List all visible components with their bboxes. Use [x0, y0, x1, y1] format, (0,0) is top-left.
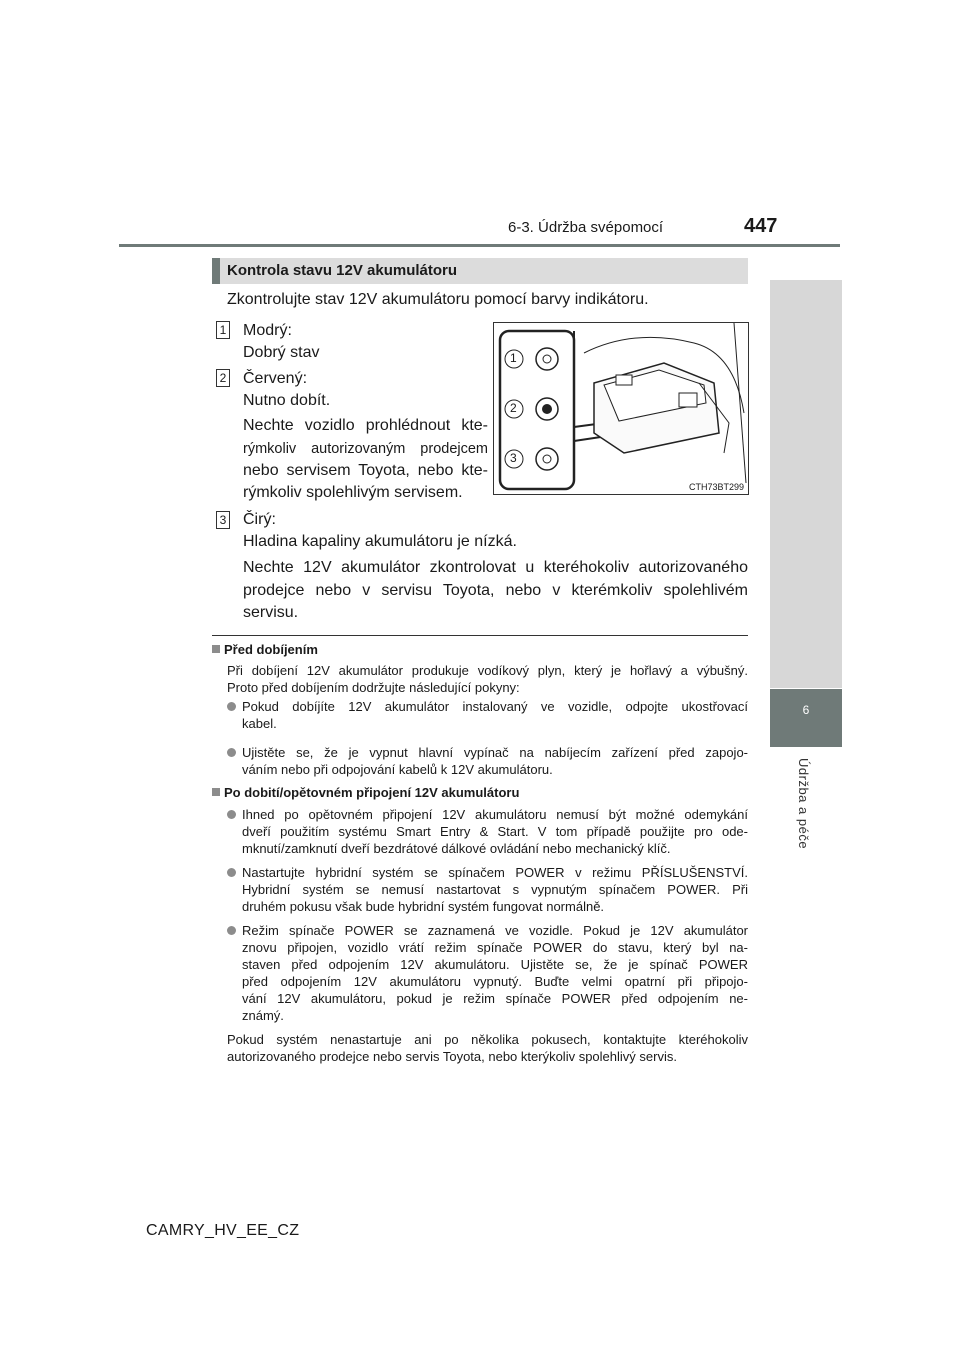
item-3-line: prodejce nebo v servisu Toyota, nebo v kterémkoliv spolehlivém: [243, 582, 748, 599]
item-1-state: Dobrý stav: [243, 344, 320, 361]
section-divider: [212, 635, 748, 636]
square-bullet-icon: [212, 788, 220, 796]
note-bullet-line: Hybridní systém se nemusí nastartovat s vypnutým spínačem POWER. Při: [242, 882, 748, 897]
note-heading-after-charging: [212, 785, 519, 800]
battery-illustration: [494, 323, 748, 494]
note-bullet-line: dveří použitím systému Smart Entry & Start. V tom případě použijte pro ode-: [242, 824, 748, 839]
intro-text: Zkontrolujte stav 12V akumulátoru pomocí barvy indikátoru.: [227, 291, 649, 308]
note-bullet-line: Ujistěte se, že je vypnut hlavní vypínač na nabíjecím zařízení před zapojo-: [242, 745, 748, 760]
note-bullet-line: před odpojením 12V akumulátoru vypnutý. Buďte velmi opatrní při připojo-: [242, 974, 748, 989]
chapter-title: Údržba a péče: [796, 758, 811, 850]
item-number-2: 2: [216, 369, 230, 387]
note-bullet-line: váním nebo při odpojování kabelů k 12V akumulátoru.: [242, 762, 553, 777]
item-3-line: servisu.: [243, 604, 299, 621]
item-1-color: Modrý:: [243, 322, 292, 339]
figure-code: CTH73BT299: [688, 482, 744, 492]
item-2-line: rýmkoliv autorizovaným prodejcem: [243, 441, 488, 457]
note-closing-line: autorizovaného prodejce nebo servis Toyota, nebo kterýkoliv spolehlivý servis.: [227, 1049, 677, 1064]
note-line: Při dobíjení 12V akumulátor produkuje vodíkový plyn, který je hořlavý a výbušný.: [227, 663, 748, 678]
note-bullet-line: znovu připojen, vozidlo vrátí režim spínače POWER do stavu, který byl na-: [242, 940, 748, 955]
section-title: Kontrola stavu 12V akumulátoru: [227, 262, 458, 279]
running-header-section: 6-3. Údržba svépomocí: [508, 219, 664, 236]
document-code: CAMRY_HV_EE_CZ: [146, 1222, 300, 1239]
page-number: 447: [744, 215, 778, 237]
battery-indicator-figure: [493, 322, 749, 495]
item-2-line: nebo servisem Toyota, nebo kte-: [243, 462, 488, 479]
header-rule: [119, 244, 840, 247]
note-heading-text: Po dobití/opětovném připojení 12V akumulátoru: [224, 785, 520, 800]
item-2-state: Nutno dobít.: [243, 392, 331, 409]
bullet-dot-icon: [227, 748, 236, 757]
item-2-line: Nechte vozidlo prohlédnout kte-: [243, 417, 488, 434]
note-bullet-line: Ihned po opětovném připojení 12V akumulátoru nemusí být možné odemykání: [242, 807, 748, 822]
note-bullet-line: vání 12V akumulátoru, pokud je režim spínače POWER před odpojením ne-: [242, 991, 748, 1006]
note-bullet-line: Pokud dobíjíte 12V akumulátor instalovaný ve vozidle, odpojte ukostřovací: [242, 699, 748, 714]
note-bullet-line: kabel.: [242, 716, 277, 731]
note-bullet-line: druhém pokusu však bude hybridní systém fungovat normálně.: [242, 899, 605, 914]
note-bullet-line: Režim spínače POWER se zaznamená ve vozidle. Pokud je 12V akumulátor: [242, 923, 748, 938]
chapter-tab: 6: [770, 689, 842, 747]
item-2-line: rýmkoliv spolehlivým servisem.: [243, 484, 463, 501]
note-bullet-line: staven před odpojením 12V akumulátoru. Ujistěte se, že je spínač POWER: [242, 957, 748, 972]
item-number-1: 1: [216, 321, 230, 339]
figure-label-3: 3: [510, 451, 517, 465]
side-tab-track: [770, 280, 842, 688]
item-3-state: Hladina kapaliny akumulátoru je nízká.: [243, 533, 517, 550]
item-number-3: 3: [216, 511, 230, 529]
item-3-line: Nechte 12V akumulátor zkontrolovat u kteréhokoliv autorizovaného: [243, 559, 748, 576]
note-heading-text: Před dobíjením: [224, 642, 318, 657]
note-heading-before-charging: [212, 642, 318, 657]
figure-label-2: 2: [510, 401, 517, 415]
bullet-dot-icon: [227, 926, 236, 935]
square-bullet-icon: [212, 645, 220, 653]
note-bullet-line: mknutí/zamknutí dveří bezdrátové dálkové ovládání nebo mechanický klíč.: [242, 841, 671, 856]
note-bullet-line: známý.: [242, 1008, 284, 1023]
item-2-color: Červený:: [243, 370, 308, 387]
note-line: Proto před dobíjením dodržujte následující pokyny:: [227, 680, 520, 695]
item-3-color: Čirý:: [243, 511, 276, 528]
section-heading-bar: [212, 258, 220, 284]
bullet-dot-icon: [227, 810, 236, 819]
figure-label-1: 1: [510, 351, 517, 365]
note-bullet-line: Nastartujte hybridní systém se spínačem POWER v režimu PŘÍSLUŠENSTVÍ.: [242, 865, 748, 880]
bullet-dot-icon: [227, 868, 236, 877]
note-closing-line: Pokud systém nenastartuje ani po několika pokusech, kontaktujte kteréhokoliv: [227, 1032, 748, 1047]
bullet-dot-icon: [227, 702, 236, 711]
